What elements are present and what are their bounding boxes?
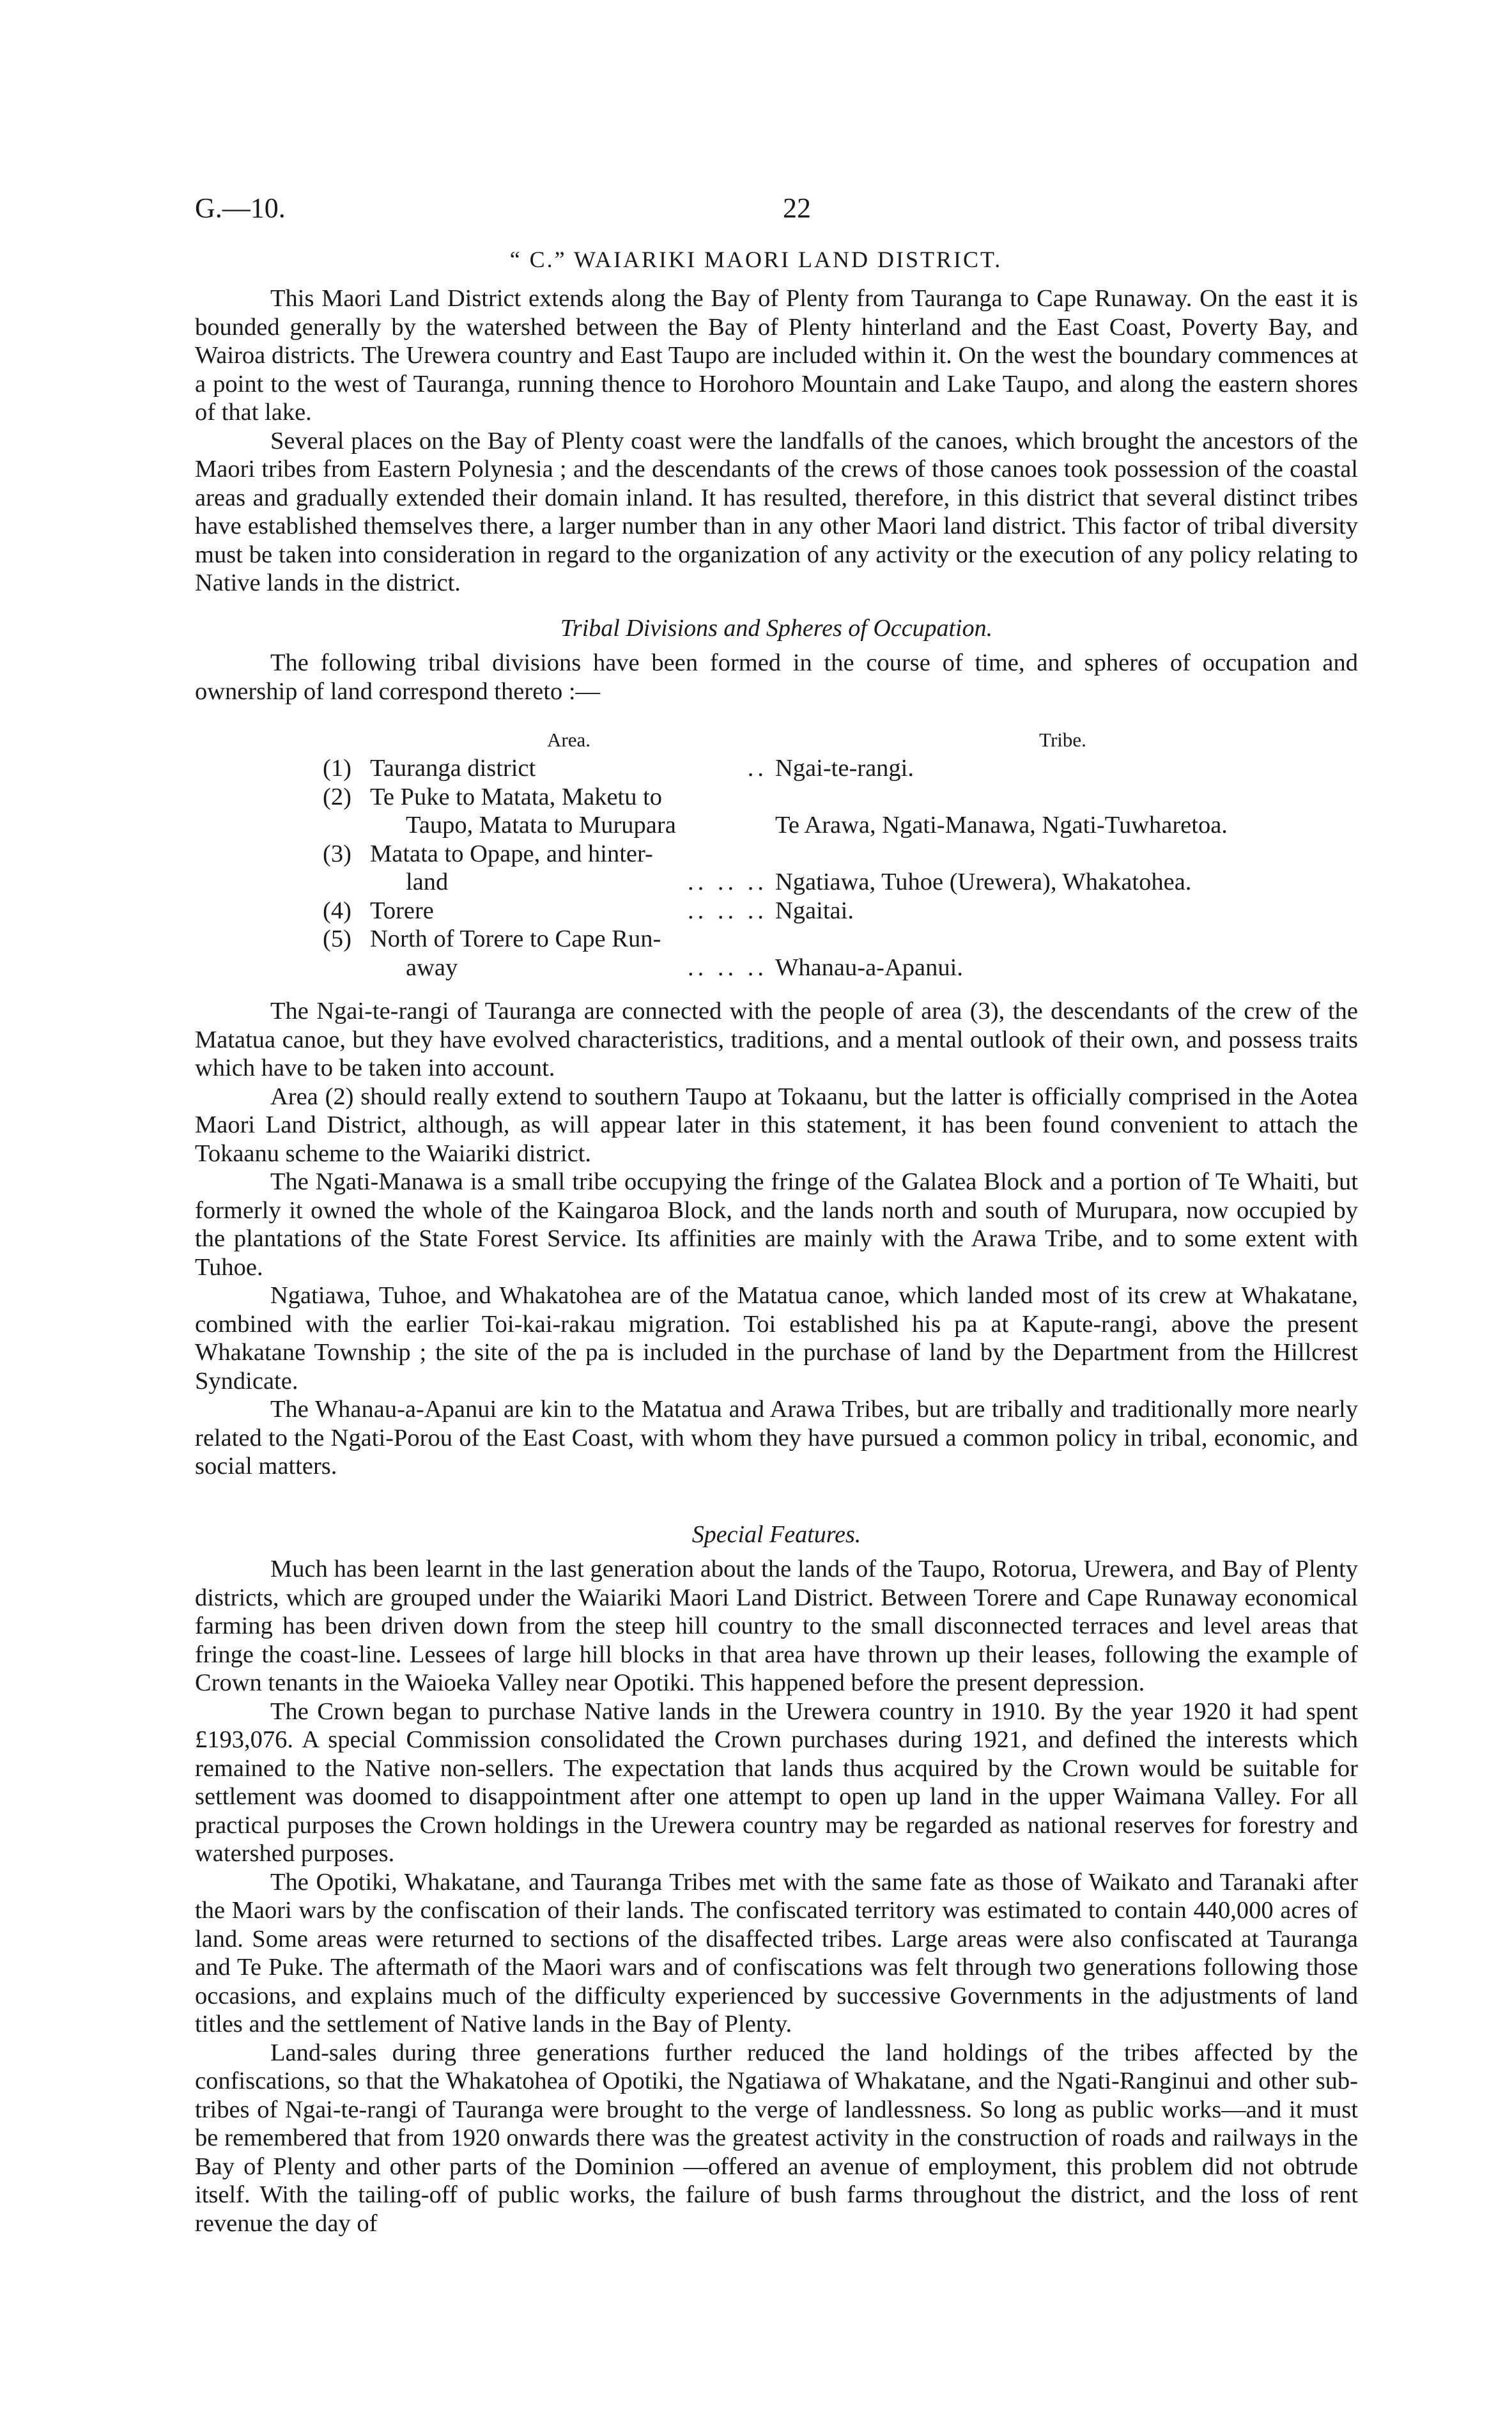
table-row-continuation <box>323 811 1358 840</box>
tribe-column-header: Tribe. <box>1039 728 1086 751</box>
tribe-cell: Ngatiawa, Tuhoe (Urewera), Whakatohea. <box>775 869 1192 895</box>
table-row <box>323 925 1358 954</box>
tribe-cell: Whanau-a-Apanui. <box>775 954 963 981</box>
table-row-continuation <box>323 868 1358 897</box>
area-cell: away .. .. .. <box>406 954 768 981</box>
special-paragraph: The Crown began to purchase Native lands in the Urewera country in 1910. By the year 1920 it had spent £193,076. A special Commission consolidated the Crown purchases during 1921, and defined the interests which remained to the Native non-sellers. The expectation that lands thus acquired by the Crown would be suitable for settlement was doomed to disappointment after one attempt to open up land in the upper Waimana Valley. For all practical purposes the Crown holdings in the Urewera country may be regarded as national reserves for forestry and watershed purposes. <box>195 1697 1358 1867</box>
row-number: (2) <box>323 783 351 810</box>
tribal-paragraph: The Ngai-te-rangi of Tauranga are connected with the people of area (3), the descendants of the crew of the Matatua canoe, but they have evolved characteristics, traditions, and a mental outlook of their own, and possess traits which have to be taken into account. <box>195 998 1358 1081</box>
tribal-divisions-table <box>323 723 1358 982</box>
intro-paragraph: Several places on the Bay of Plenty coast were the landfalls of the canoes, which brought the ancestors of the Maori tribes from Eastern Polynesia ; and the descendants of the crews of those canoes took possession of the coastal areas and gradually extended their domain inland. It has resulted, therefore, in this district that several distinct tribes have established themselves there, a larger number than in any other Maori land district. This factor of tribal diversity must be taken into consideration in regard to the organization of any activity or the execution of any policy relating to Native lands in the district. <box>195 427 1358 596</box>
tribal-paragraph: Area (2) should really extend to southern Taupo at Tokaanu, but the latter is officially comprised in the Aotea Maori Land District, although, as will appear later in this statement, it has been found convenient to attach the Tokaanu scheme to the Waiariki district. <box>195 1083 1358 1167</box>
area-cell: Matata to Opape, and hinter- <box>370 840 653 867</box>
table-row <box>323 783 1358 812</box>
row-number: (4) <box>323 897 351 924</box>
tribal-lead-paragraph: The following tribal divisions have been formed in the course of time, and spheres of occupation and ownership of land correspond thereto :— <box>195 649 1358 705</box>
tribe-cell: Ngaitai. <box>775 897 854 924</box>
row-number: (3) <box>323 840 351 867</box>
tribal-paragraph: The Ngati-Manawa is a small tribe occupying the fringe of the Galatea Block and a portion of Te Whaiti, but formerly it owned the whole of the Kaingaroa Block, and the lands north and south of Murupara, now occupied by the plantations of the State Forest Service. Its affinities are mainly with the Arawa Tribe, and to some extent with Tuhoe. <box>195 1168 1358 1281</box>
page-number: 22 <box>783 192 811 224</box>
table-header-row <box>323 723 1358 754</box>
area-cell: Taupo, Matata to Murupara <box>406 812 676 839</box>
table-row <box>323 897 1358 925</box>
area-column-header: Area. <box>547 728 590 751</box>
report-reference: G.—10. <box>195 192 286 224</box>
area-cell: North of Torere to Cape Run- <box>370 925 661 952</box>
area-cell: Te Puke to Matata, Maketu to <box>370 783 663 810</box>
table-row-continuation <box>323 954 1358 982</box>
row-number: (5) <box>323 925 351 952</box>
tribal-divisions-heading: Tribal Divisions and Spheres of Occupation. <box>560 614 993 642</box>
tribe-cell: Te Arawa, Ngati-Manawa, Ngati-Tuwharetoa. <box>775 812 1228 839</box>
table-row <box>323 754 1358 783</box>
special-paragraph: Much has been learnt in the last generation about the lands of the Taupo, Rotorua, Urewera, and Bay of Plenty districts, which are grouped under the Waiariki Maori Land District. Between Torere and Cape Runaway economical farming has been driven down from the steep hill country to the small disconnected terraces and level areas that fringe the coast-line. Lessees of large hill blocks in that area have thrown up their leases, following the example of Crown tenants in the Waioeka Valley near Opotiki. This happened before the present depression. <box>195 1556 1358 1696</box>
area-cell: Torere .. .. .. <box>370 897 768 924</box>
special-paragraph: Land-sales during three generations further reduced the land holdings of the tribes affected by the confiscations, so that the Whakatohea of Opotiki, the Ngatiawa of Whakatane, and the Ngati-Ranginui and other sub-tribes of Ngai-te-rangi of Tauranga were brought to the verge of landlessness. So long as public works—and it must be remembered that from 1920 onwards there was the greatest activity in the construction of roads and railways in the Bay of Plenty and other parts of the Dominion —offered an avenue of employment, this problem did not obtrude itself. With the tailing-off of public works, the failure of bush farms throughout the district, and the loss of rent revenue the day of <box>195 2039 1358 2237</box>
area-cell: land .. .. .. <box>406 869 768 895</box>
special-features-heading: Special Features. <box>691 1520 861 1548</box>
section-title: “ C.” WAIARIKI MAORI LAND DISTRICT. <box>509 247 1003 272</box>
tribal-paragraph: Ngatiawa, Tuhoe, and Whakatohea are of the Matatua canoe, which landed most of its crew at Whakatane, combined with the earlier Toi-kai-rakau migration. Toi established his pa at Kapute-rangi, above the present Whakatane Township ; the site of the pa is included in the purchase of land by the Department from the Hillcrest Syndicate. <box>195 1282 1358 1395</box>
row-number: (1) <box>323 755 351 782</box>
special-paragraph: The Opotiki, Whakatane, and Tauranga Tribes met with the same fate as those of Waikato and Taranaki after the Maori wars by the confiscation of their lands. The confiscated territory was estimated to contain 440,000 acres of land. Some areas were returned to sections of the disaffected tribes. Large areas were also confiscated at Tauranga and Te Puke. The aftermath of the Maori wars and of confiscations was felt through two generations following those occasions, and explains much of the difficulty experienced by successive Governments in the adjustments of land titles and the settlement of Native lands in the Bay of Plenty. <box>195 1868 1358 2038</box>
intro-paragraph: This Maori Land District extends along the Bay of Plenty from Tauranga to Cape Runaway. On the east it is bounded generally by the watershed between the Bay of Plenty hinterland and the East Coast, Poverty Bay, and Wairoa districts. The Urewera country and East Taupo are included within it. On the west the boundary commences at a point to the west of Tauranga, running thence to Horohoro Mountain and Lake Taupo, and along the eastern shores of that lake. <box>195 285 1358 426</box>
document-body <box>195 284 1358 2238</box>
tribal-paragraph: The Whanau-a-Apanui are kin to the Matatua and Arawa Tribes, but are tribally and traditionally more nearly related to the Ngati-Porou of the East Coast, with whom they have pursued a common policy in tribal, economic, and social matters. <box>195 1396 1358 1480</box>
area-cell: Tauranga district .. <box>370 755 768 782</box>
table-row <box>323 840 1358 869</box>
tribe-cell: Ngai-te-rangi. <box>775 755 914 782</box>
